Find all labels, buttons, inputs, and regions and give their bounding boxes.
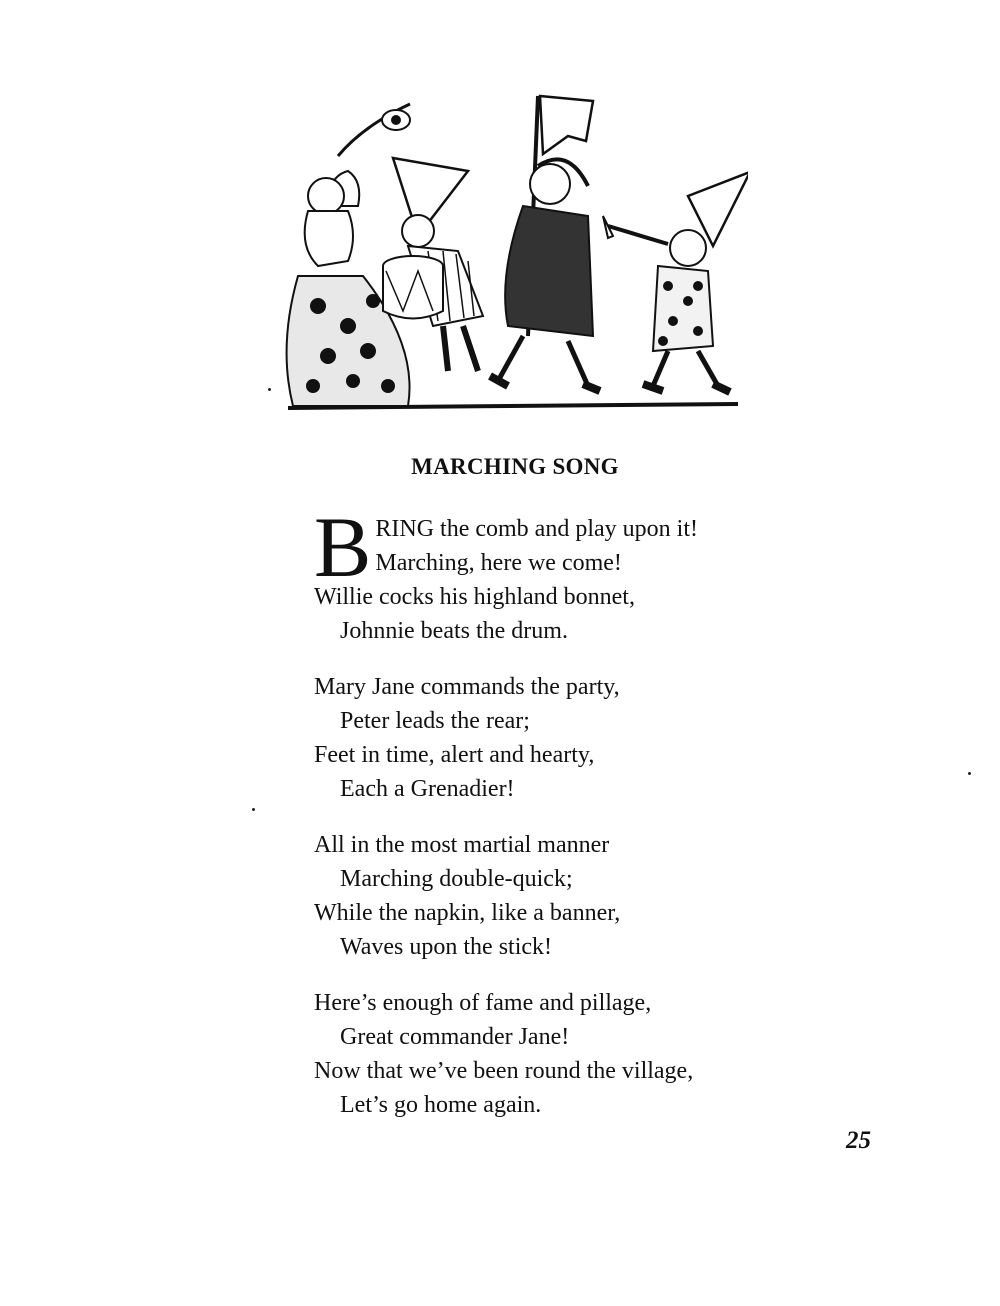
poem-line: RING the comb and play upon it! — [375, 516, 698, 542]
poem-line: Let’s go home again. — [340, 1092, 542, 1118]
poem-line: Marching double-quick; — [340, 866, 573, 892]
stanza-2 — [314, 670, 874, 806]
poem-line: All in the most martial manner — [314, 832, 610, 858]
poem-body — [314, 499, 874, 1144]
poem-line: Now that we’ve been round the village, — [314, 1058, 694, 1084]
poem-line: Mary Jane commands the party, — [314, 674, 620, 700]
poem-line: While the napkin, like a banner, — [314, 900, 621, 926]
drop-cap-letter: B — [314, 499, 372, 595]
marching-children-illustration — [268, 86, 748, 422]
poem-line: Marching, here we come! — [375, 550, 622, 576]
poem-line: Great commander Jane! — [340, 1024, 570, 1050]
stanza-3 — [314, 828, 874, 964]
poem-line: Waves upon the stick! — [340, 934, 553, 960]
poem-line: Willie cocks his highland bonnet, — [314, 584, 635, 610]
poem-line: Peter leads the rear; — [340, 708, 530, 734]
poem-line: Here’s enough of fame and pillage, — [314, 990, 652, 1016]
poem-line: Each a Grenadier! — [340, 776, 515, 802]
stanza-4 — [314, 986, 874, 1122]
poem-title: MARCHING SONG — [411, 454, 619, 479]
print-speck — [968, 772, 971, 775]
stanza-1 — [314, 499, 874, 648]
poem-line: Feet in time, alert and hearty, — [314, 742, 595, 768]
page-number: 25 — [846, 1127, 871, 1154]
poem-line: Johnnie beats the drum. — [340, 618, 568, 644]
print-speck — [252, 808, 255, 811]
print-speck — [268, 388, 271, 391]
